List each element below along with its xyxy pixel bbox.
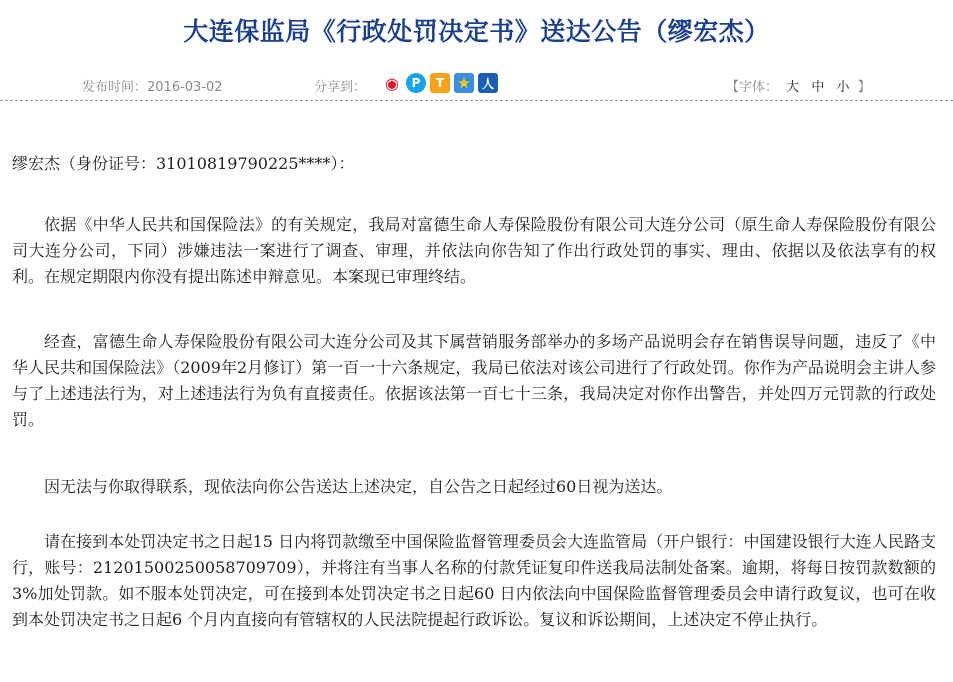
publish-time: 发布时间：2016-03-02 xyxy=(82,80,223,95)
share-icons xyxy=(382,73,498,93)
star-icon[interactable]: ★ xyxy=(454,73,474,93)
font-large-button[interactable]: 大 xyxy=(786,80,800,95)
header-divider xyxy=(0,100,953,101)
p-icon[interactable]: P xyxy=(406,73,426,93)
meta-bar xyxy=(0,72,953,98)
paragraph-3: 因无法与你取得联系，现依法向你公告送达上述决定，自公告之日起经过60日视为送达。 xyxy=(44,477,673,496)
salutation: 缪宏杰（身份证号：31010819790225****）： xyxy=(12,154,355,173)
font-suffix: 】 xyxy=(857,80,871,95)
t-icon[interactable]: T xyxy=(430,73,450,93)
font-size-control xyxy=(726,76,871,95)
font-small-button[interactable]: 小 xyxy=(836,80,850,95)
paragraph-1: 依据《中华人民共和国保险法》的有关规定，我局对富德生命人寿保险股份有限公司大连分公司（原生命人寿保险股份有限公司大连分公司，下同）涉嫌违法一案进行了调查、审理，并依法向你告知了作出行政处罚的事实、理由、依据以及依法享有的权利。在规定期限内你没有提出陈述申辩意见。本案现已审理终结。 xyxy=(12,215,936,286)
share-label: 分享到： xyxy=(314,80,367,95)
ren-icon[interactable]: 人 xyxy=(478,73,498,93)
font-medium-button[interactable]: 中 xyxy=(811,80,825,95)
weibo-icon[interactable]: ◉ xyxy=(382,73,402,93)
paragraph-2: 经查，富德生命人寿保险股份有限公司大连分公司及其下属营销服务部举办的多场产品说明会存在销售误导问题，违反了《中华人民共和国保险法》（2009年2月修订）第一百一十六条规定，我局已依法对该公司进行了行政处罚。你作为产品说明会主讲人参与了上述违法行为，对上述违法行为负有直接责任。依据该法第一百七十三条，我局决定对你作出警告，并处四万元罚款的行政处罚。 xyxy=(12,332,936,429)
page-title: 大连保监局《行政处罚决定书》送达公告（缪宏杰） xyxy=(183,17,770,46)
paragraph-4: 请在接到本处罚决定书之日起15 日内将罚款缴至中国保险监督管理委员会大连监管局（开户银行：中国建设银行大连人民路支行，账号：21201500250058709709），并将注有当事人名称的付款凭证复印件送我局法制处备案。逾期，将每日按罚款数额的3%加处罚款。如不服本处罚决定，可在接到本处罚决定书之日起60 日内依法向中国保险监督管理委员会申请行政复议，也可在收到本处罚决定书之日起6 个月内直接向有管辖权的人民法院提起行政诉讼。复议和诉讼期间，上述决定不停止执行。 xyxy=(12,532,936,629)
font-prefix: 【字体： xyxy=(726,80,779,95)
